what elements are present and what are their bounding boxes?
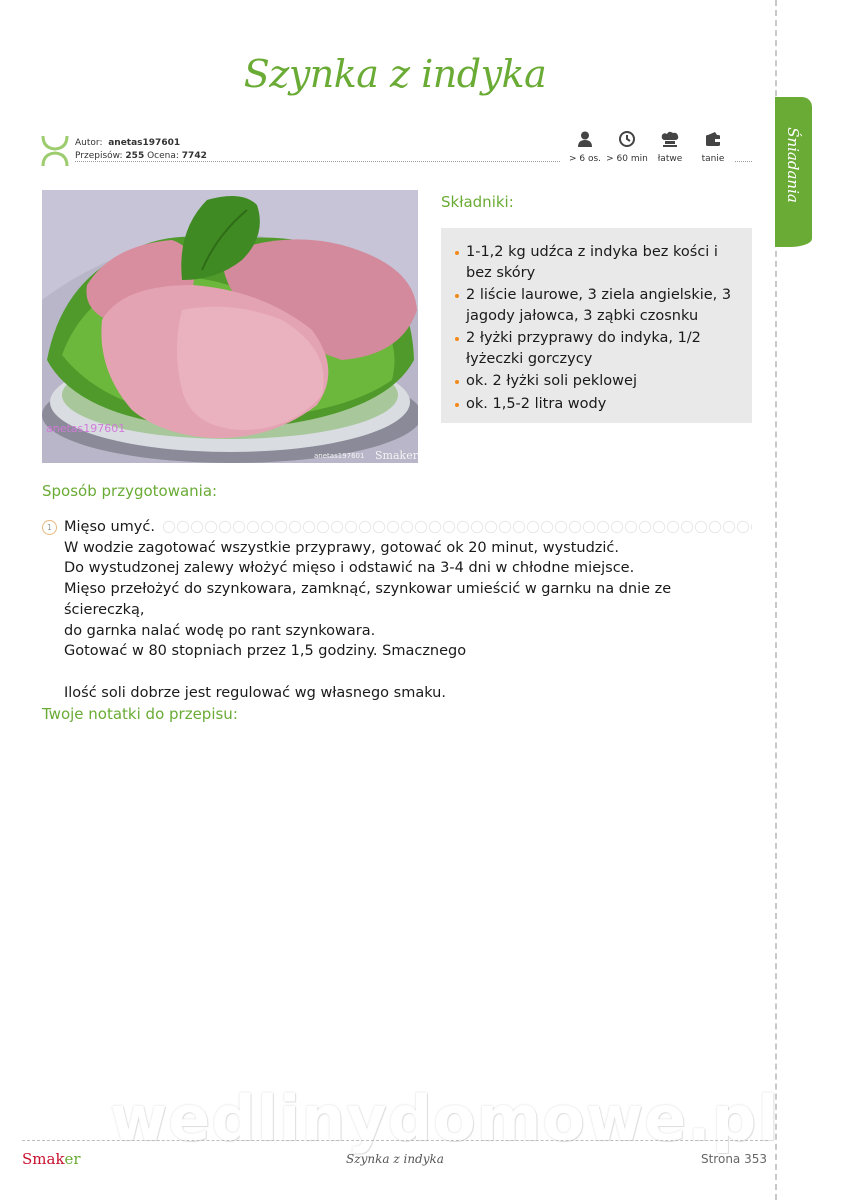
ingredients-heading: Składniki:	[441, 193, 514, 211]
footer-divider	[22, 1140, 768, 1141]
logo-part-a: Smak	[22, 1150, 65, 1168]
meta-time-label: > 60 min	[606, 154, 648, 164]
recipes-count: 255	[125, 151, 145, 161]
step-line: W wodzie zagotować wszystkie przyprawy, gotować ok 20 minut, wystudzić.	[64, 539, 620, 556]
author-info	[75, 137, 207, 163]
photo-watermark-small: anetas197601	[314, 452, 365, 460]
author-name[interactable]: anetas197601	[108, 138, 181, 148]
meta-cost-label: tanie	[701, 154, 725, 164]
step-line: Do wystudzonej zalewy włożyć mięso i odstawić na 3-4 dni w chłodne miejsce.	[64, 560, 635, 577]
step-line: Ilość soli dobrze jest regulować wg własnego smaku.	[64, 684, 446, 701]
ingredients-box	[441, 228, 752, 423]
ingredient-item: 2 łyżki przyprawy do indyka, 1/2 łyżeczki gorczycy	[455, 328, 744, 369]
ingredient-item: ok. 2 łyżki soli peklowej	[455, 371, 744, 392]
author-label: Autor:	[75, 138, 103, 148]
step-number-badge: 1	[42, 520, 57, 535]
meta-cost	[688, 130, 738, 164]
recipe-photo	[42, 190, 418, 463]
ingredient-item: 2 liście laurowe, 3 ziela angielskie, 3 jagody jałowca, 3 ząbki czosnku	[455, 285, 744, 326]
ingredient-item: ok. 1,5-2 litra wody	[455, 394, 744, 415]
author-logo-icon	[40, 134, 70, 168]
logo-part-b: er	[64, 1150, 81, 1168]
wallet-icon	[704, 130, 722, 148]
photo-watermark-author: anetas197601	[46, 422, 126, 435]
meta-servings-label: > 6 os.	[568, 154, 602, 164]
clock-icon	[618, 130, 636, 148]
step-line: Gotować w 80 stopniach przez 1,5 godziny. Smacznego	[64, 643, 467, 660]
category-tab[interactable]	[775, 97, 812, 233]
step-line: Mięso przełożyć do szynkowara, zamknąć, szynkowar umieścić w garnku na dnie ze ściereczką,	[64, 581, 672, 618]
person-icon	[576, 130, 594, 148]
recipe-title: Szynka z indyka	[243, 52, 547, 96]
rating-value: 7742	[181, 151, 207, 161]
site-watermark: wedlinydomowe.pl	[110, 1082, 780, 1155]
step-text	[64, 517, 754, 703]
step-line: Mięso umyć.	[64, 519, 155, 535]
category-tab-label: Śniadania	[784, 127, 802, 203]
rating-label: Ocena:	[147, 151, 179, 161]
chef-hat-icon	[660, 130, 680, 148]
step-line: do garnka nalać wodę po rant szynkowara.	[64, 622, 376, 639]
ingredient-item: 1-1,2 kg udźca z indyka bez kości i bez skóry	[455, 242, 744, 283]
ham-plate-image	[42, 190, 418, 463]
meta-difficulty-label: łatwe	[657, 154, 683, 164]
notes-heading: Twoje notatki do przepisu:	[42, 705, 238, 723]
preparation-heading: Sposób przygotowania:	[42, 482, 218, 500]
photo-watermark-brand: Smaker	[375, 449, 418, 462]
footer-recipe-title: Szynka z indyka	[346, 1152, 444, 1166]
recipes-label: Przepisów:	[75, 151, 123, 161]
author-divider	[75, 161, 560, 162]
page-number: Strona 353	[700, 1152, 767, 1166]
ingredients-list	[441, 228, 752, 414]
